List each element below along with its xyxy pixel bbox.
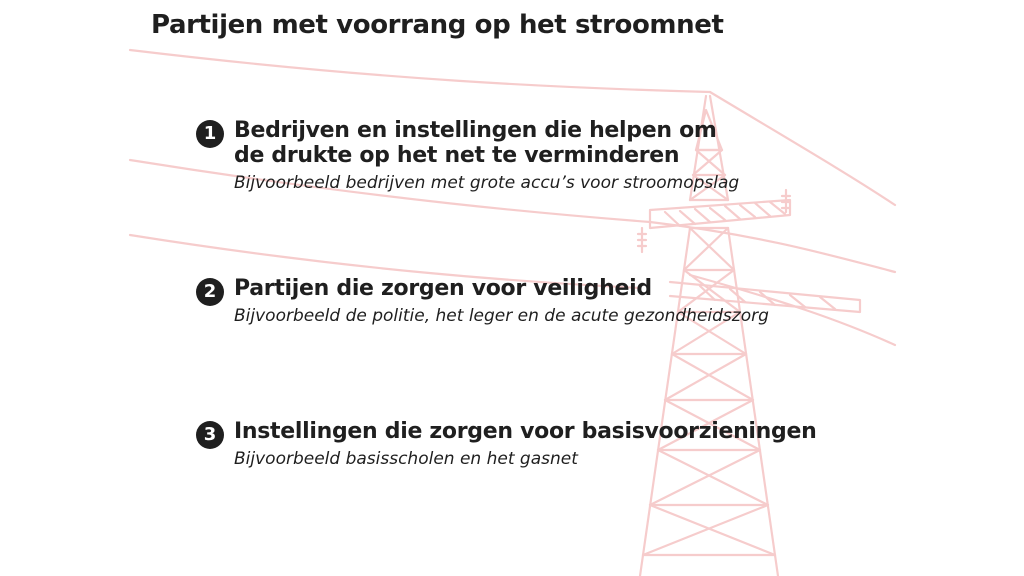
item-subtitle: Bijvoorbeeld bedrijven met grote accu’s voor stroomopslag [234,173,740,193]
list-item [196,419,816,470]
item-text [234,276,769,327]
list-item [196,118,739,194]
item-text [234,419,816,470]
page-title: Partijen met voorrang op het stroomnet [151,10,724,40]
item-heading: Partijen die zorgen voor veiligheid [234,276,652,301]
item-heading-line2: de drukte op het net te verminderen [234,143,680,168]
list-item [196,276,769,327]
item-subtitle: Bijvoorbeeld de politie, het leger en de acute gezondheidszorg [234,306,769,326]
number-badge-1: 1 [196,120,224,148]
number-badge-2: 2 [196,278,224,306]
item-text [234,118,739,194]
number-badge-3: 3 [196,421,224,449]
item-subtitle: Bijvoorbeeld basisscholen en het gasnet [234,449,578,469]
item-heading-line1: Bedrijven en instellingen die helpen om [234,118,717,143]
item-heading: Instellingen die zorgen voor basisvoorzieningen [234,419,817,444]
